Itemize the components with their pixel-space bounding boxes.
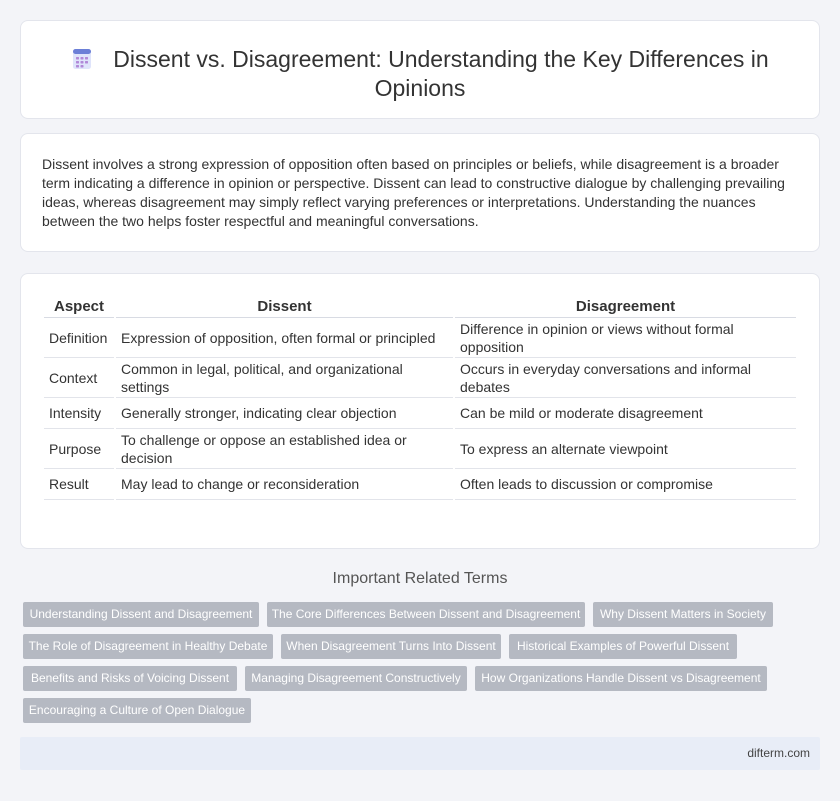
table-row (44, 358, 796, 398)
table-cell: Expression of opposition, often formal or principled (116, 318, 453, 358)
related-term-link[interactable]: Understanding Dissent and Disagreement (23, 602, 259, 627)
comparison-card (20, 273, 820, 549)
table-cell: To challenge or oppose an established idea or decision (116, 429, 453, 469)
page-title: Dissent vs. Disagreement: Understanding the Key Differences in Opinions (113, 46, 769, 101)
table-cell: Definition (44, 318, 114, 358)
related-term-link[interactable]: The Core Differences Between Dissent and Disagreement (267, 602, 585, 627)
table-cell: To express an alternate viewpoint (455, 429, 796, 469)
footer (20, 737, 820, 770)
footer-site: difterm.com (747, 746, 810, 760)
table-cell: Common in legal, political, and organizational settings (116, 358, 453, 398)
related-term-link[interactable]: Historical Examples of Powerful Dissent (509, 634, 737, 659)
table-row (44, 429, 796, 469)
document-icon (71, 48, 93, 70)
comparison-table (42, 296, 798, 500)
related-term-link[interactable]: Benefits and Risks of Voicing Dissent (23, 666, 237, 691)
table-cell: May lead to change or reconsideration (116, 469, 453, 500)
table-row (44, 469, 796, 500)
summary-card (20, 133, 820, 252)
table-row (44, 318, 796, 358)
page-title-wrap (41, 45, 799, 103)
related-term-link[interactable]: The Role of Disagreement in Healthy Debate (23, 634, 273, 659)
table-cell: Occurs in everyday conversations and informal debates (455, 358, 796, 398)
related-term-link[interactable]: Why Dissent Matters in Society (593, 602, 773, 627)
table-cell: Difference in opinion or views without formal opposition (455, 318, 796, 358)
table-cell: Often leads to discussion or compromise (455, 469, 796, 500)
table-cell: Can be mild or moderate disagreement (455, 398, 796, 429)
header-card (20, 20, 820, 119)
table-cell: Intensity (44, 398, 114, 429)
related-term-link[interactable]: When Disagreement Turns Into Dissent (281, 634, 501, 659)
table-header-row (44, 296, 796, 318)
table-cell: Context (44, 358, 114, 398)
table-cell: Result (44, 469, 114, 500)
header-disagreement: Disagreement (455, 296, 796, 318)
header-aspect: Aspect (44, 296, 114, 318)
header-dissent: Dissent (116, 296, 453, 318)
related-term-link[interactable]: Managing Disagreement Constructively (245, 666, 467, 691)
summary-text: Dissent involves a strong expression of opposition often based on principles or beliefs, while disagreement is a broader term indicating a difference in opinion or perspective. Dissent can lead to constructive dialogue by challenging prevailing ideas, whereas disagreement may simply reflect varying preferences or interpretations. Understanding the nuances between the two helps foster respectful and meaningful conversations. (42, 156, 785, 229)
related-terms-title: Important Related Terms (332, 570, 508, 587)
table-cell: Generally stronger, indicating clear objection (116, 398, 453, 429)
table-row (44, 398, 796, 429)
table-cell: Purpose (44, 429, 114, 469)
related-term-link[interactable]: How Organizations Handle Dissent vs Disagreement (475, 666, 767, 691)
related-term-link[interactable]: Encouraging a Culture of Open Dialogue (23, 698, 251, 723)
